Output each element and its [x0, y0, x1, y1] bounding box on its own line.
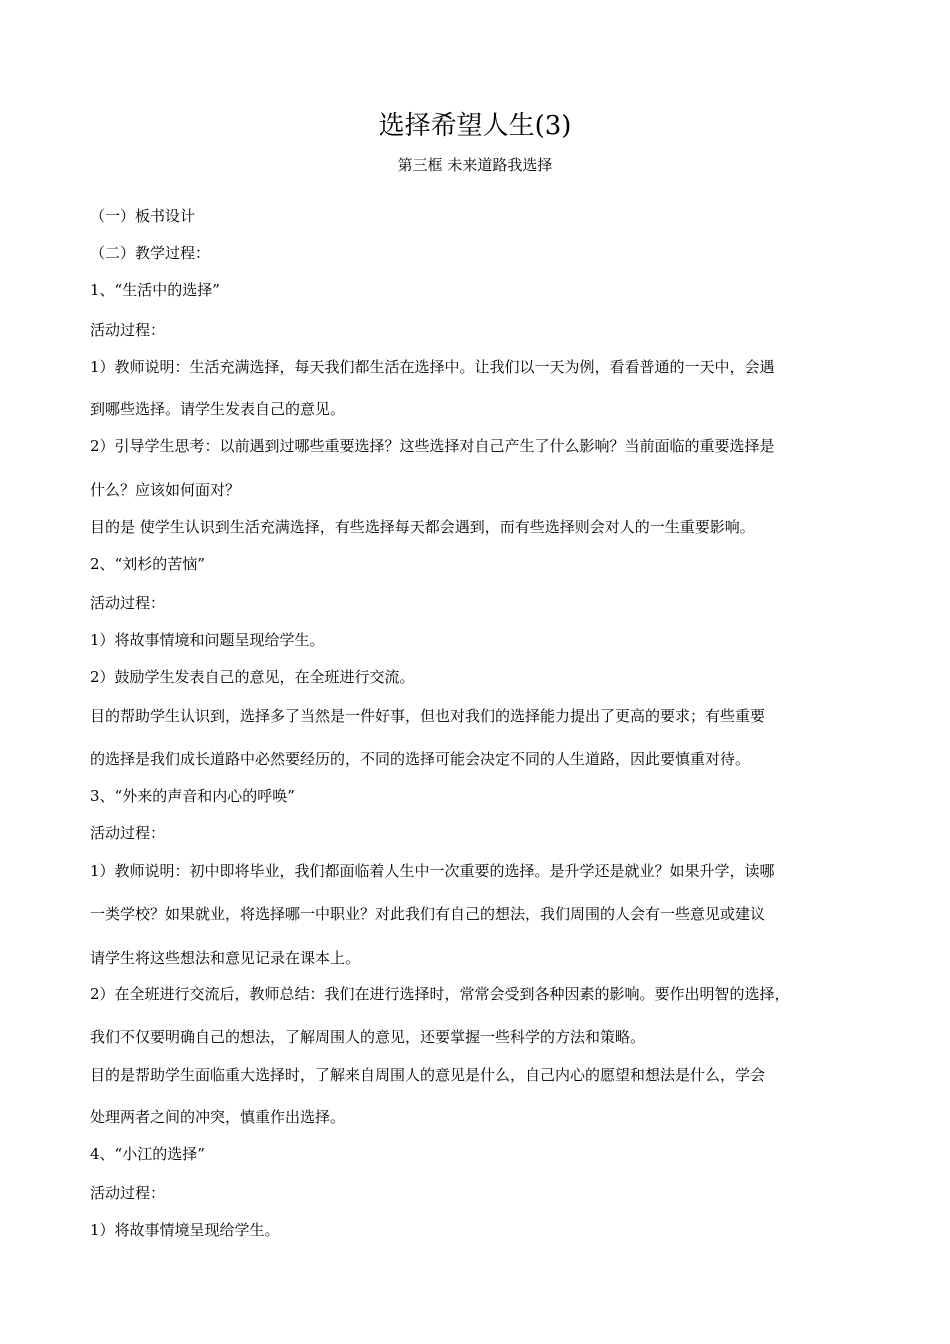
paragraph-line: 一类学校？如果就业，将选择哪一中职业？对此我们有自己的想法，我们周围的人会有一些意见或建议 [90, 905, 766, 923]
paragraph-line: 1）将故事情境和问题呈现给学生。 [90, 631, 325, 649]
paragraph-line: （一）板书设计 [90, 207, 196, 225]
document-subtitle: 第三框 未来道路我选择 [397, 156, 553, 174]
paragraph-line: 目的是 使学生认识到生活充满选择，有些选择每天都会遇到，而有些选择则会对人的一生重要影响。 [90, 518, 755, 536]
document-title: 选择希望人生(3) [378, 111, 572, 141]
paragraph-line: 4、“小江的选择” [90, 1145, 205, 1163]
paragraph-line: 处理两者之间的冲突，慎重作出选择。 [90, 1108, 346, 1126]
paragraph-line: 1、“生活中的选择” [90, 281, 220, 299]
paragraph-line: 3、“外来的声音和内心的呼唤” [90, 787, 295, 805]
paragraph-line: （二）教学过程： [90, 244, 211, 262]
paragraph-line: 1）教师说明：生活充满选择，每天我们都生活在选择中。让我们以一天为例，看看普通的一天中，会遇 [90, 358, 775, 376]
paragraph-line: 活动过程： [90, 594, 166, 612]
paragraph-line: 我们不仅要明确自己的想法，了解周围人的意见，还要掌握一些科学的方法和策略。 [90, 1028, 646, 1046]
paragraph-line: 2）鼓励学生发表自己的意见，在全班进行交流。 [90, 668, 415, 686]
paragraph-line: 活动过程： [90, 321, 166, 339]
paragraph-line: 什么？应该如何面对？ [90, 481, 241, 499]
paragraph-line: 目的是帮助学生面临重大选择时，了解来自周围人的意见是什么，自己内心的愿望和想法是什么，学会 [90, 1066, 766, 1084]
paragraph-line: 2）在全班进行交流后，教师总结：我们在进行选择时，常常会受到各种因素的影响。要作出明智的选择， [90, 985, 790, 1003]
paragraph-line: 活动过程： [90, 824, 166, 842]
paragraph-line: 1）教师说明：初中即将毕业，我们都面临着人生中一次重要的选择。是升学还是就业？如果升学，读哪 [90, 862, 775, 880]
paragraph-line: 的选择是我们成长道路中必然要经历的，不同的选择可能会决定不同的人生道路，因此要慎重对待。 [90, 750, 751, 768]
paragraph-line: 2、“刘杉的苦恼” [90, 555, 205, 573]
paragraph-line: 2）引导学生思考：以前遇到过哪些重要选择？这些选择对自己产生了什么影响？当前面临的重要选择是 [90, 437, 775, 455]
paragraph-line: 到哪些选择。请学生发表自己的意见。 [90, 400, 346, 418]
paragraph-line: 请学生将这些想法和意见记录在课本上。 [90, 949, 361, 967]
paragraph-line: 活动过程： [90, 1184, 166, 1202]
paragraph-line: 目的帮助学生认识到，选择多了当然是一件好事，但也对我们的选择能力提出了更高的要求；有些重要 [90, 707, 766, 725]
paragraph-line: 1）将故事情境呈现给学生。 [90, 1221, 280, 1239]
